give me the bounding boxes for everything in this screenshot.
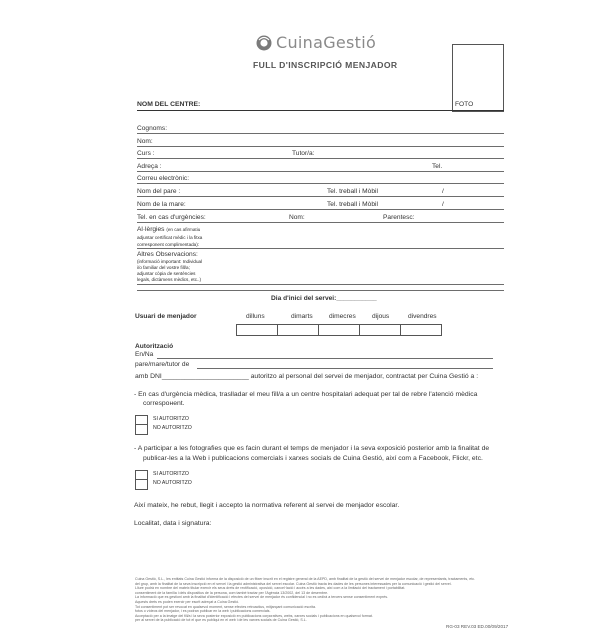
nom-label: Nom: bbox=[137, 138, 153, 145]
obs-note-2: i/o familiar del vostre fill/a; bbox=[137, 265, 190, 270]
obs-note-1: (informació important: Individual bbox=[137, 259, 203, 264]
legal-line-10: per al servei de la publicació de tot el que es publiqui en el web i de les xarxes socials de Cuina Gestió, S.L. bbox=[135, 618, 307, 623]
adreca-input[interactable] bbox=[137, 171, 504, 172]
nom-urgencies-label: Nom: bbox=[289, 214, 305, 221]
legal-line-6: Aquests drets es poden exercir per escrit adreçat a Cuina Gestió. bbox=[135, 599, 240, 604]
document-code: RG-03 REV.03 ED.00/09/2017 bbox=[446, 624, 509, 629]
en-na-input[interactable] bbox=[157, 358, 493, 359]
legal-line-2: del grup, amb la finalitat de la seva inscripció en el servei i la gestió administrativa del servei escolar. Cuina Gestió tracta les dades de les persones interessades per la comunicació i gestió del servei. bbox=[135, 581, 452, 586]
allergies-input[interactable] bbox=[137, 248, 504, 249]
curs-tutor-input[interactable] bbox=[137, 158, 504, 159]
legal-footer bbox=[135, 577, 504, 623]
nom-mare-input[interactable] bbox=[137, 209, 504, 210]
amb-dni-text: amb DNI_______________________ autoritzo al personal del servei de menjador, contractat per Cuina Gestió a : bbox=[135, 373, 479, 380]
day-dimecres: dimecres bbox=[329, 313, 356, 320]
observacions-input[interactable] bbox=[137, 284, 504, 285]
tutor-label: Tutor/a: bbox=[292, 150, 315, 157]
no-autoritzo-2-label: NO AUTORITZO bbox=[153, 480, 192, 486]
en-na-label: En/Na bbox=[135, 351, 154, 358]
legal-line-8: fotos o vídeos del menjador, i es podran publicar en la web i publicacions comercials. bbox=[135, 609, 271, 614]
allergies-note-1: (en cas afirmatiu bbox=[166, 227, 201, 232]
tel-treball-mare-label: Tel. treball i Mòbil bbox=[327, 201, 378, 208]
service-start-label: Dia d'inici del servei: bbox=[271, 295, 337, 302]
legal-line-9: Acceptació per a la imatge del fill/a i la seva posterior exposició en publicacions corporatives, webs, xarxes socials i publicacions en qualsevol format. bbox=[135, 613, 373, 618]
centre-line[interactable] bbox=[137, 110, 504, 111]
tel-treball-pare-label: Tel. treball i Mòbil bbox=[327, 188, 378, 195]
nom-pare-input[interactable] bbox=[137, 196, 504, 197]
si-autoritzo-2-label: SI AUTORITZO bbox=[153, 471, 189, 477]
cognoms-input[interactable] bbox=[137, 133, 504, 134]
nom-input[interactable] bbox=[137, 146, 504, 147]
day-dilluns: dilluns bbox=[246, 313, 265, 320]
nom-pare-label: Nom del pare : bbox=[137, 188, 181, 195]
usuari-label: Usuari de menjador bbox=[135, 313, 197, 320]
urgencies-input[interactable] bbox=[137, 222, 504, 223]
legal-line-7: Tot consentiment pot ser revocat en qualsevol moment, sense efectes retroactius, mitjançant comunicació escrita. bbox=[135, 604, 316, 609]
day-box-dijous[interactable] bbox=[359, 324, 401, 336]
no-autoritzo-1-label: NO AUTORITZO bbox=[153, 425, 192, 431]
day-box-dimarts[interactable] bbox=[277, 324, 319, 336]
nom-mare-label: Nom de la mare: bbox=[137, 201, 186, 208]
curs-label: Curs : bbox=[137, 150, 155, 157]
legal-line-4: consentiment de la família i dels dispositius de la persona, com també tractar per l'Agència 13/2002, del 13 de desembre. bbox=[135, 590, 329, 595]
form-title: FULL D'INSCRIPCIÓ MENJADOR bbox=[253, 60, 398, 70]
observacions-input-2[interactable] bbox=[137, 290, 504, 291]
legal-line-3: Lliure podrà en nombre del mateix titular exercir els seus drets de rectificació, oposició, cancel·lació i accés a les dades, així com a la limitació del tractament i portabilitat. bbox=[135, 586, 406, 591]
allergies-title: Al·lèrgies bbox=[137, 226, 165, 233]
brand-logo bbox=[256, 33, 386, 55]
si-autoritzo-1-label: SI AUTORITZO bbox=[153, 416, 189, 422]
no-autoritzo-2-checkbox[interactable] bbox=[135, 479, 148, 490]
obs-note-4: legals, dictàmens mèdics, etc..) bbox=[137, 277, 202, 282]
allergies-note-2: adjuntar certificat mèdic i la fitxa bbox=[137, 235, 203, 240]
day-box-dilluns[interactable] bbox=[236, 324, 278, 336]
slash-pare: / bbox=[442, 188, 444, 195]
allergies-note-3: corresponent complimentada): bbox=[137, 242, 200, 247]
centre-label: NOM DEL CENTRE: bbox=[137, 101, 201, 108]
day-box-divendres[interactable] bbox=[400, 324, 442, 336]
pare-mare-label: pare/mare/tutor de bbox=[135, 361, 190, 368]
allergies-label bbox=[137, 226, 200, 233]
day-divendres: divendres bbox=[408, 313, 437, 320]
item1-line1: - En cas d'urgència mèdica, traslladar el meu fill/a a un centre hospitalari adequat per tal de rebre l'atenció mèdica bbox=[134, 391, 478, 398]
item2-line1: - A participar a les fotografies que es facin durant el temps de menjador i la seva exposició posterior amb la finalitat de bbox=[134, 445, 490, 452]
obs-note-3: adjuntar còpia de sentències bbox=[137, 271, 196, 276]
photo-label: FOTO bbox=[455, 101, 474, 108]
no-autoritzo-1-checkbox[interactable] bbox=[135, 424, 148, 435]
tel-label: Tel. bbox=[432, 163, 443, 170]
day-box-dimecres[interactable] bbox=[318, 324, 360, 336]
logo-mark-icon bbox=[256, 35, 272, 51]
legal-line-1: Cuina Gestió, S.L., les entitats Cuina Gestió informa de la disposició de un fitxer inscrit en el registre general de la AEPD, amb finalitat de la gestió del servei de menjador escolar, de representants, tractaments, etc. bbox=[135, 577, 475, 581]
cognoms-label: Cognoms: bbox=[137, 125, 168, 132]
item2-line2: publicar-les a la Web i publicacions comercials i xarxes socials de Cuina Gestió, així com a Facebook, Flickr, etc. bbox=[143, 455, 483, 462]
parentesc-label: Parentesc: bbox=[383, 214, 415, 221]
service-start bbox=[271, 295, 377, 302]
legal-line-5: La informació que es gestioni amb la finalitat d'identificació i efectes del servei de menjador és confidencial i no es cedirà a tercers sense consentiment exprés. bbox=[135, 595, 388, 600]
day-dijous: dijous bbox=[372, 313, 390, 320]
place-date-signature: Localitat, data i signatura: bbox=[134, 520, 212, 527]
slash-mare: / bbox=[442, 201, 444, 208]
adreca-label: Adreça : bbox=[137, 163, 162, 170]
correu-label: Correu electrònic: bbox=[137, 175, 190, 182]
tel-urgencies-label: Tel. en cas d'urgències: bbox=[137, 214, 206, 221]
observacions-label: Altres Observacions: bbox=[137, 251, 198, 258]
correu-input[interactable] bbox=[137, 183, 504, 184]
service-start-blank[interactable]: ___________ bbox=[336, 295, 377, 302]
pare-mare-input[interactable] bbox=[197, 368, 493, 369]
day-dimarts: dimarts bbox=[291, 313, 313, 320]
auth-heading: Autorització bbox=[135, 343, 174, 350]
brand-name: CuinaGestió bbox=[276, 33, 377, 52]
accept-text: Així mateix, he rebut, llegit i accepto la normativa referent al servei de menjador escolar. bbox=[134, 502, 400, 509]
item1-line2: correspонent. bbox=[143, 400, 185, 407]
